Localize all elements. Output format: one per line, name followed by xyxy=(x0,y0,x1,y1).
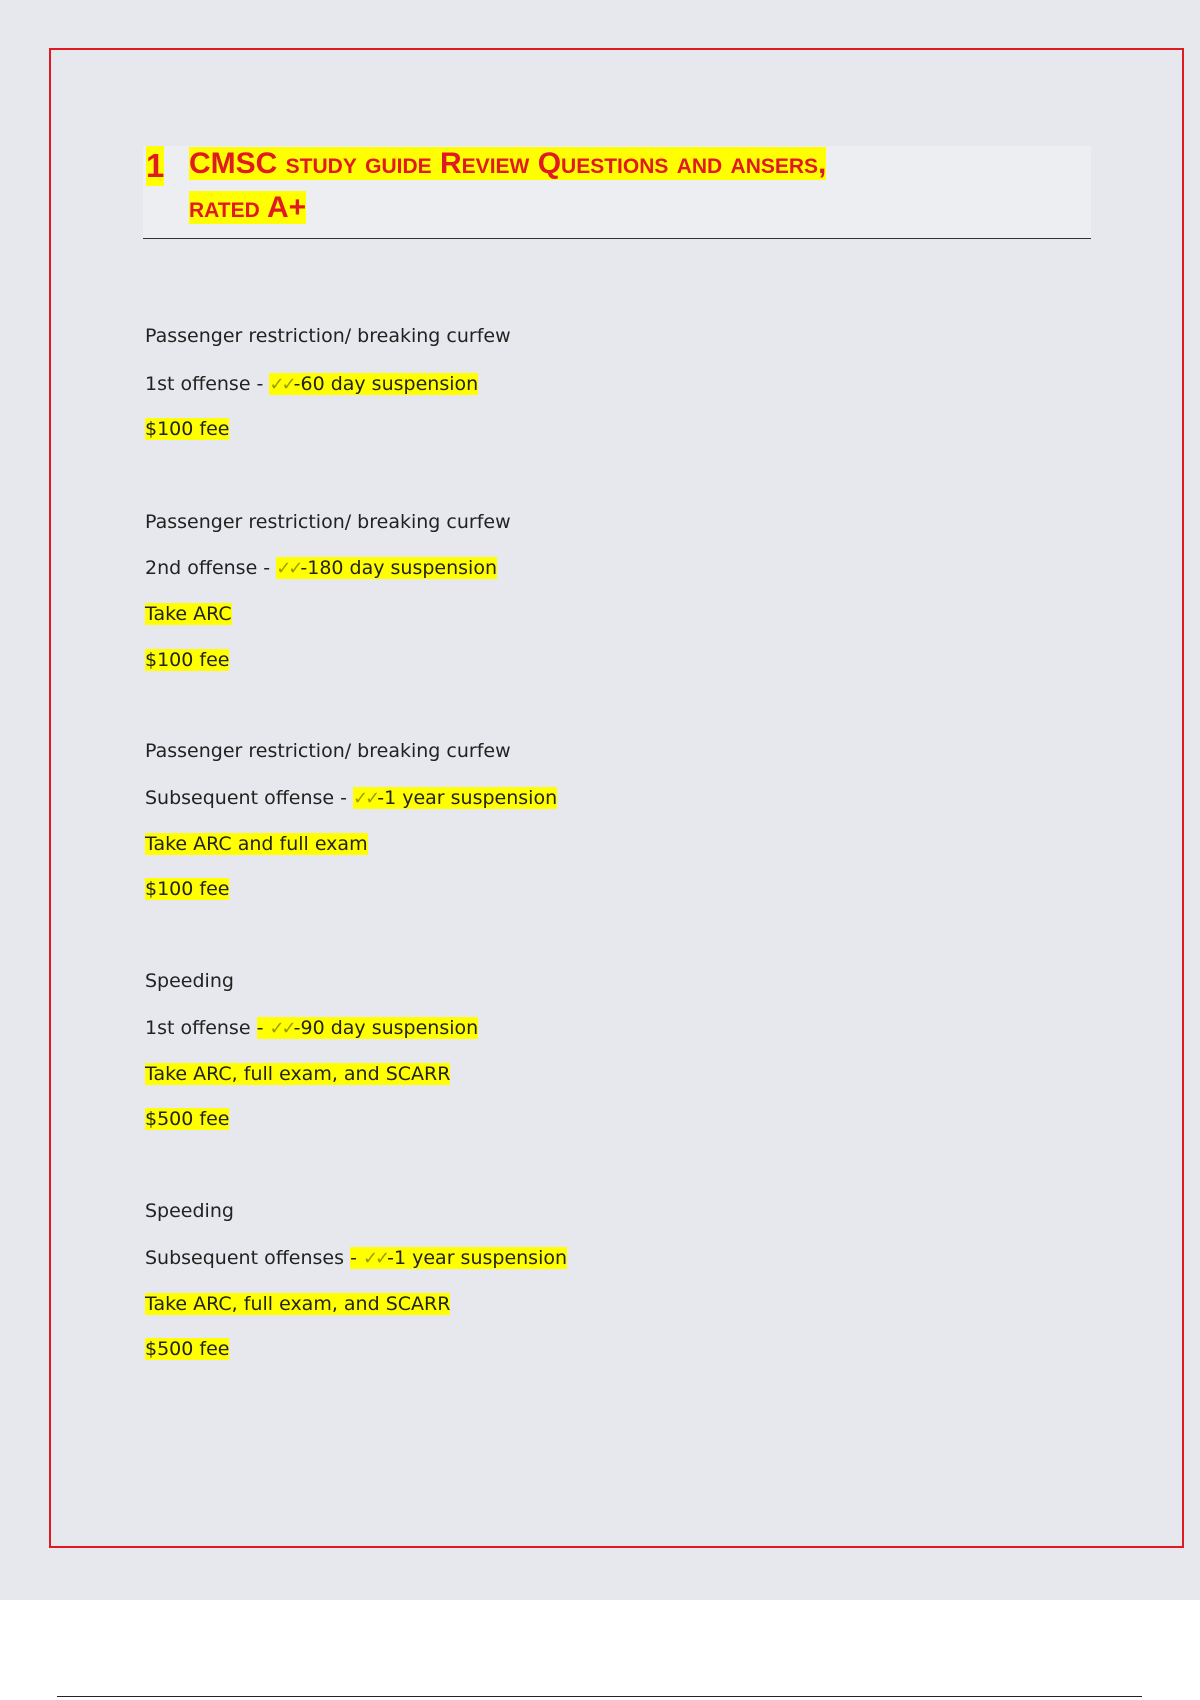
extra-text: Take ARC, full exam, and SCARR xyxy=(145,1063,451,1085)
extra-text: Take ARC, full exam, and SCARR xyxy=(145,1293,451,1315)
footer-rule xyxy=(57,1696,1142,1697)
answer-prefix: Subsequent offenses xyxy=(145,1247,351,1269)
double-check-icon: ✓✓ xyxy=(269,1018,294,1039)
document-title xyxy=(143,146,1091,239)
answer-dash: - xyxy=(256,1017,270,1039)
double-check-icon: ✓✓ xyxy=(269,374,294,395)
extra-text: $100 fee xyxy=(145,649,230,671)
question-heading: Passenger restriction/ breaking curfew xyxy=(145,511,511,533)
answer-extra xyxy=(145,1060,450,1088)
answer-highlight xyxy=(269,373,478,395)
answer-line xyxy=(145,554,497,583)
answer-prefix: Subsequent offense - xyxy=(145,787,354,809)
title-line-2 xyxy=(189,187,306,229)
answer-prefix: 1st offense - xyxy=(145,373,270,395)
question-heading: Passenger restriction/ breaking curfew xyxy=(145,740,511,762)
answer-prefix: 1st offense xyxy=(145,1017,257,1039)
question-heading: Speeding xyxy=(145,1200,234,1222)
title-text-2: rated A+ xyxy=(189,191,307,224)
title-number: 1 xyxy=(146,147,165,184)
double-check-icon: ✓✓ xyxy=(362,1248,388,1269)
extra-text: $500 fee xyxy=(145,1108,230,1130)
answer-extra xyxy=(145,875,229,903)
question-heading: Passenger restriction/ breaking curfew xyxy=(145,325,511,347)
answer-extra xyxy=(145,1290,450,1318)
extra-text: Take ARC xyxy=(145,603,232,625)
answer-text: -1 year suspension xyxy=(387,1247,568,1269)
extra-text: $100 fee xyxy=(145,418,230,440)
extra-text: $500 fee xyxy=(145,1338,230,1360)
question-heading: Speeding xyxy=(145,970,234,992)
answer-text: -1 year suspension xyxy=(377,787,558,809)
answer-extra xyxy=(145,415,229,443)
answer-extra xyxy=(145,1335,229,1363)
answer-line xyxy=(145,370,478,399)
answer-text: -60 day suspension xyxy=(293,373,479,395)
answer-highlight xyxy=(276,557,497,579)
extra-text: $100 fee xyxy=(145,878,230,900)
answer-extra xyxy=(145,600,232,628)
title-line-1 xyxy=(189,143,826,185)
answer-highlight xyxy=(353,787,557,809)
extra-text: Take ARC and full exam xyxy=(145,833,368,855)
answer-highlight xyxy=(257,1017,479,1039)
answer-dash: - xyxy=(350,1247,363,1269)
answer-extra xyxy=(145,646,229,674)
answer-text: -180 day suspension xyxy=(300,557,497,579)
answer-line xyxy=(145,1244,567,1273)
double-check-icon: ✓✓ xyxy=(276,558,301,579)
answer-text: -90 day suspension xyxy=(293,1017,479,1039)
answer-extra xyxy=(145,830,368,858)
answer-extra xyxy=(145,1105,229,1133)
title-text-1: CMSC study guide Review Questions and ansers, xyxy=(189,147,827,180)
answer-line xyxy=(145,1014,478,1043)
answer-highlight xyxy=(350,1247,567,1269)
answer-prefix: 2nd offense - xyxy=(145,557,277,579)
double-check-icon: ✓✓ xyxy=(353,788,378,809)
answer-line xyxy=(145,784,557,813)
